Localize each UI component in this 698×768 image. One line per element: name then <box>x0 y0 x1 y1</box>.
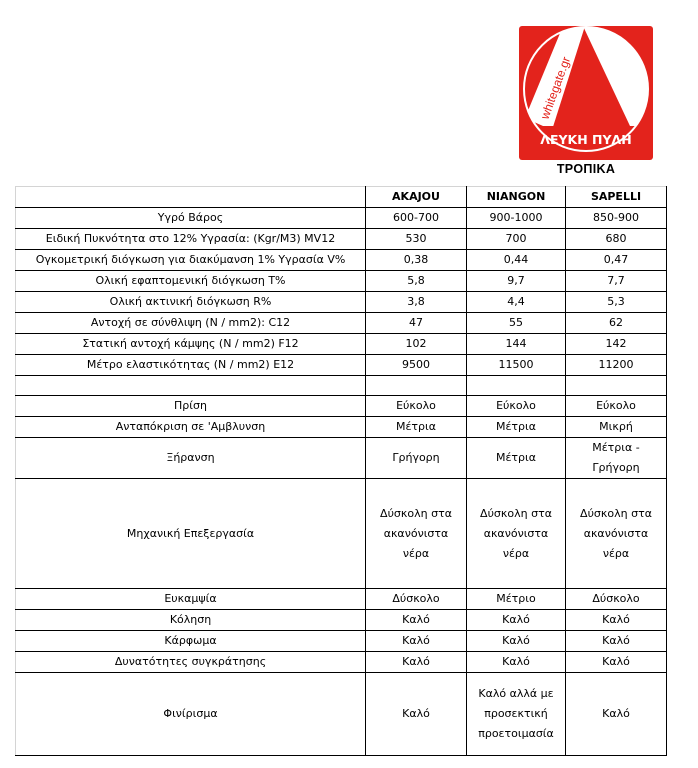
cell-niangon: Μέτρια <box>467 417 566 438</box>
cell-niangon: 900-1000 <box>467 208 566 229</box>
table-row <box>16 479 667 589</box>
cell-sapelli: Μέτρια - Γρήγορη <box>566 438 667 479</box>
row-label: Ειδική Πυκνότητα στο 12% Υγρασία: (Kgr/M3) MV12 <box>16 229 366 250</box>
table-row <box>16 250 667 271</box>
table-row <box>16 334 667 355</box>
row-label: Στατική αντοχή κάμψης (N / mm2) F12 <box>16 334 366 355</box>
table-row <box>16 631 667 652</box>
column-header-niangon: NIANGON <box>467 187 566 208</box>
table-row <box>16 417 667 438</box>
cell-akajou: 530 <box>366 229 467 250</box>
row-label: Ευκαμψία <box>16 589 366 610</box>
table-row <box>16 229 667 250</box>
cell-sapelli: Δύσκολο <box>566 589 667 610</box>
cell-akajou: 600-700 <box>366 208 467 229</box>
cell-niangon: 4,4 <box>467 292 566 313</box>
row-label: Μέτρο ελαστικότητας (N / mm2) E12 <box>16 355 366 376</box>
row-label: Πρίση <box>16 396 366 417</box>
cell-sapelli: Καλό <box>566 673 667 756</box>
cell-sapelli: 142 <box>566 334 667 355</box>
table-row <box>16 208 667 229</box>
wood-properties-table <box>15 186 667 756</box>
cell-akajou: 0,38 <box>366 250 467 271</box>
row-label: Ολική ακτινική διόγκωση R% <box>16 292 366 313</box>
table-row <box>16 396 667 417</box>
column-header-property <box>16 187 366 208</box>
cell-niangon: 11500 <box>467 355 566 376</box>
cell-sapelli: Μικρή <box>566 417 667 438</box>
row-label: Αντοχή σε σύνθλιψη (N / mm2): C12 <box>16 313 366 334</box>
cell-akajou: 5,8 <box>366 271 467 292</box>
cell-akajou: 9500 <box>366 355 467 376</box>
column-header-sapelli: SAPELLI <box>566 187 667 208</box>
row-label: Υγρό Βάρος <box>16 208 366 229</box>
cell-sapelli: Δύσκολη στα ακανόνιστα νέρα <box>566 479 667 589</box>
row-label: Δυνατότητες συγκράτησης <box>16 652 366 673</box>
cell-niangon: Μέτρια <box>467 438 566 479</box>
cell-akajou: Δύσκολο <box>366 589 467 610</box>
table-row-separator <box>16 376 667 396</box>
cell-niangon: 700 <box>467 229 566 250</box>
cell-sapelli <box>566 376 667 396</box>
cell-akajou: 102 <box>366 334 467 355</box>
cell-niangon: 0,44 <box>467 250 566 271</box>
table-header-row <box>16 187 667 208</box>
table-row <box>16 313 667 334</box>
cell-sapelli: 62 <box>566 313 667 334</box>
table-row <box>16 673 667 756</box>
cell-niangon <box>467 376 566 396</box>
cell-niangon: Καλό <box>467 610 566 631</box>
row-label: Φινίρισμα <box>16 673 366 756</box>
row-label: Μηχανική Επεξεργασία <box>16 479 366 589</box>
cell-niangon: Καλό <box>467 652 566 673</box>
cell-niangon: 55 <box>467 313 566 334</box>
row-label <box>16 376 366 396</box>
table-row <box>16 355 667 376</box>
column-header-akajou: AKAJOU <box>366 187 467 208</box>
cell-akajou: Εύκολο <box>366 396 467 417</box>
table-row <box>16 610 667 631</box>
logo-brand-text: ΛΕΥΚΗ ΠΥΛΗ <box>540 132 632 147</box>
cell-niangon: Εύκολο <box>467 396 566 417</box>
row-label: Ξήρανση <box>16 438 366 479</box>
page-title: ΤΡΟΠΙΚΑ <box>556 162 616 176</box>
cell-akajou <box>366 376 467 396</box>
cell-sapelli: 0,47 <box>566 250 667 271</box>
cell-sapelli: Καλό <box>566 652 667 673</box>
cell-akajou: 3,8 <box>366 292 467 313</box>
row-label: Ανταπόκριση σε 'Αμβλυνση <box>16 417 366 438</box>
row-label: Κάρφωμα <box>16 631 366 652</box>
cell-akajou: Γρήγορη <box>366 438 467 479</box>
cell-akajou: Μέτρια <box>366 417 467 438</box>
table-row <box>16 438 667 479</box>
cell-akajou: Καλό <box>366 652 467 673</box>
cell-niangon: Δύσκολη στα ακανόνιστα νέρα <box>467 479 566 589</box>
cell-niangon: 9,7 <box>467 271 566 292</box>
cell-sapelli: 680 <box>566 229 667 250</box>
cell-sapelli: Καλό <box>566 610 667 631</box>
row-label: Ολική εφαπτομενική διόγκωση T% <box>16 271 366 292</box>
logo-site-text: whitegate.gr <box>537 54 574 122</box>
table-row <box>16 589 667 610</box>
cell-akajou: Καλό <box>366 631 467 652</box>
cell-sapelli: 7,7 <box>566 271 667 292</box>
cell-sapelli: 5,3 <box>566 292 667 313</box>
cell-akajou: 47 <box>366 313 467 334</box>
cell-niangon: 144 <box>467 334 566 355</box>
cell-akajou: Δύσκολη στα ακανόνιστα νέρα <box>366 479 467 589</box>
row-label: Κόληση <box>16 610 366 631</box>
whitegate-logo <box>519 26 653 160</box>
cell-niangon: Καλό αλλά με προσεκτική προετοιμασία <box>467 673 566 756</box>
row-label: Ογκομετρική διόγκωση για διακύμανση 1% Υγρασία V% <box>16 250 366 271</box>
cell-akajou: Καλό <box>366 673 467 756</box>
table-row <box>16 271 667 292</box>
cell-akajou: Καλό <box>366 610 467 631</box>
table-row <box>16 292 667 313</box>
cell-niangon: Μέτριο <box>467 589 566 610</box>
cell-sapelli: 11200 <box>566 355 667 376</box>
cell-sapelli: Εύκολο <box>566 396 667 417</box>
cell-niangon: Καλό <box>467 631 566 652</box>
cell-sapelli: Καλό <box>566 631 667 652</box>
table-row <box>16 652 667 673</box>
cell-sapelli: 850-900 <box>566 208 667 229</box>
